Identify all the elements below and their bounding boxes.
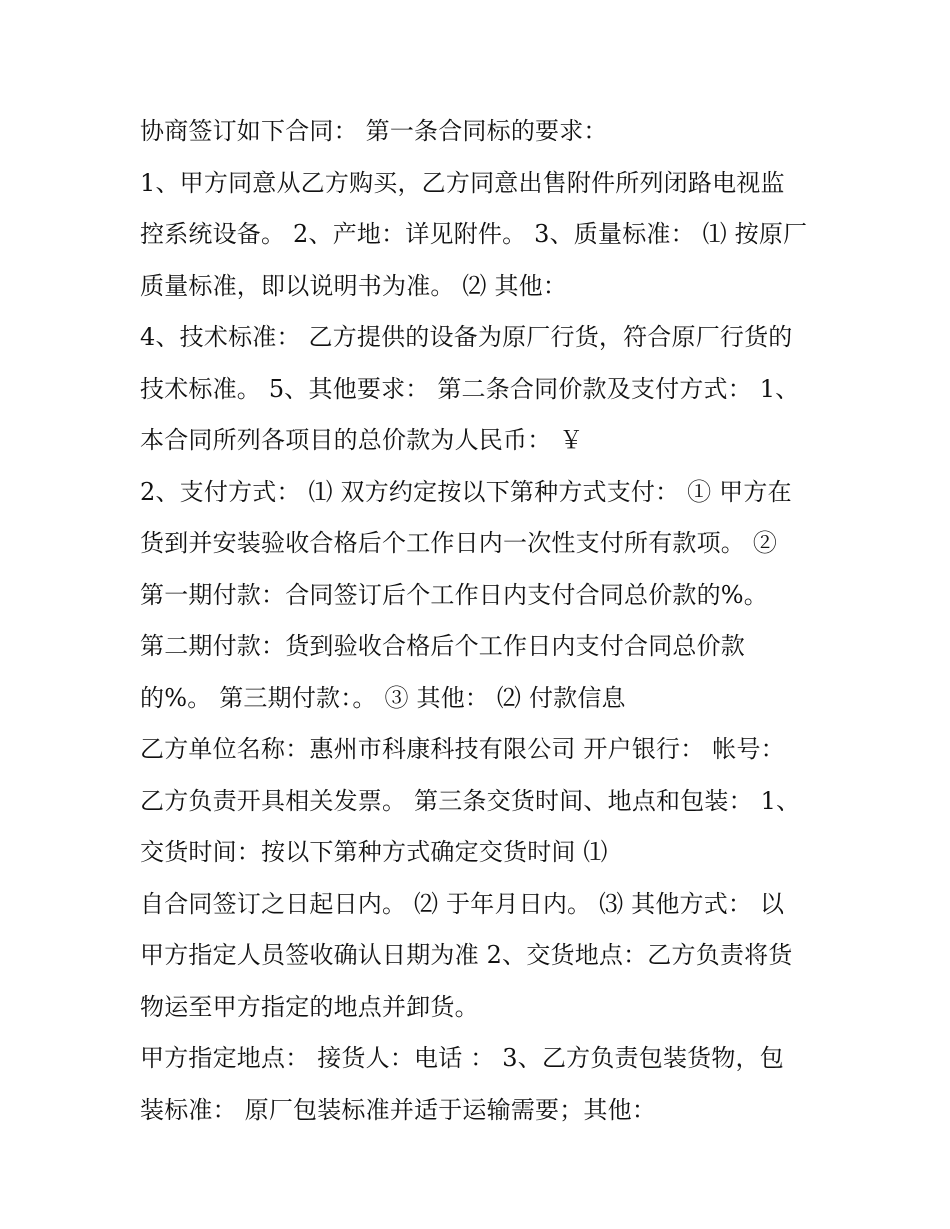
text-line: 技术标准。 5、其他要求： 第二条合同价款及支付方式： 1、: [140, 374, 800, 403]
text-line: 2、支付方式： ⑴ 双方约定按以下第种方式支付： ① 甲方在: [140, 477, 792, 506]
text-line: 第二期付款：货到验收合格后个工作日内支付合同总价款: [140, 632, 745, 660]
text-line: 本合同所列各项目的总价款为人民币： ￥: [140, 426, 584, 454]
contract-text: [140, 106, 820, 1136]
text-line: 质量标准，即以说明书为准。 ⑵ 其他：: [140, 271, 568, 300]
text-line: 装标准： 原厂包装标准并适于运输需要；其他：: [140, 1095, 657, 1124]
text-line: 4、技术标准： 乙方提供的设备为原厂行货，符合原厂行货的: [140, 323, 793, 351]
text-line: 乙方负责开具相关发票。 第三条交货时间、地点和包装： 1、: [140, 786, 801, 815]
text-line: 交货时间：按以下第种方式确定交货时间 ⑴: [140, 838, 608, 866]
text-line: 协商签订如下合同： 第一条合同标的要求：: [140, 117, 608, 145]
text-line: 物运至甲方指定的地点并卸货。: [140, 992, 479, 1021]
text-line: 甲方指定地点： 接货人：电话 ： 3、乙方负责包装货物，包: [140, 1044, 784, 1072]
text-line: 第一期付款：合同签订后个工作日内支付合同总价款的%。: [140, 580, 769, 609]
text-line: 乙方单位名称：惠州市科康科技有限公司 开户银行： 帐号：: [140, 735, 785, 763]
text-line: 自合同签订之日起日内。 ⑵ 于年月日内。 ⑶ 其他方式： 以: [140, 889, 785, 918]
text-line: 甲方指定人员签收确认日期为准 2、交货地点：乙方负责将货: [140, 941, 793, 969]
text-line: 货到并安装验收合格后个工作日内一次性支付所有款项。 ②: [140, 529, 778, 557]
text-line: 控系统设备。 2、产地：详见附件。 3、质量标准： ⑴ 按原厂: [140, 220, 808, 248]
text-line: 的%。 第三期付款：。 ③ 其他： ⑵ 付款信息: [140, 683, 626, 712]
text-line: 1、甲方同意从乙方购买，乙方同意出售附件所列闭路电视监: [140, 168, 785, 197]
